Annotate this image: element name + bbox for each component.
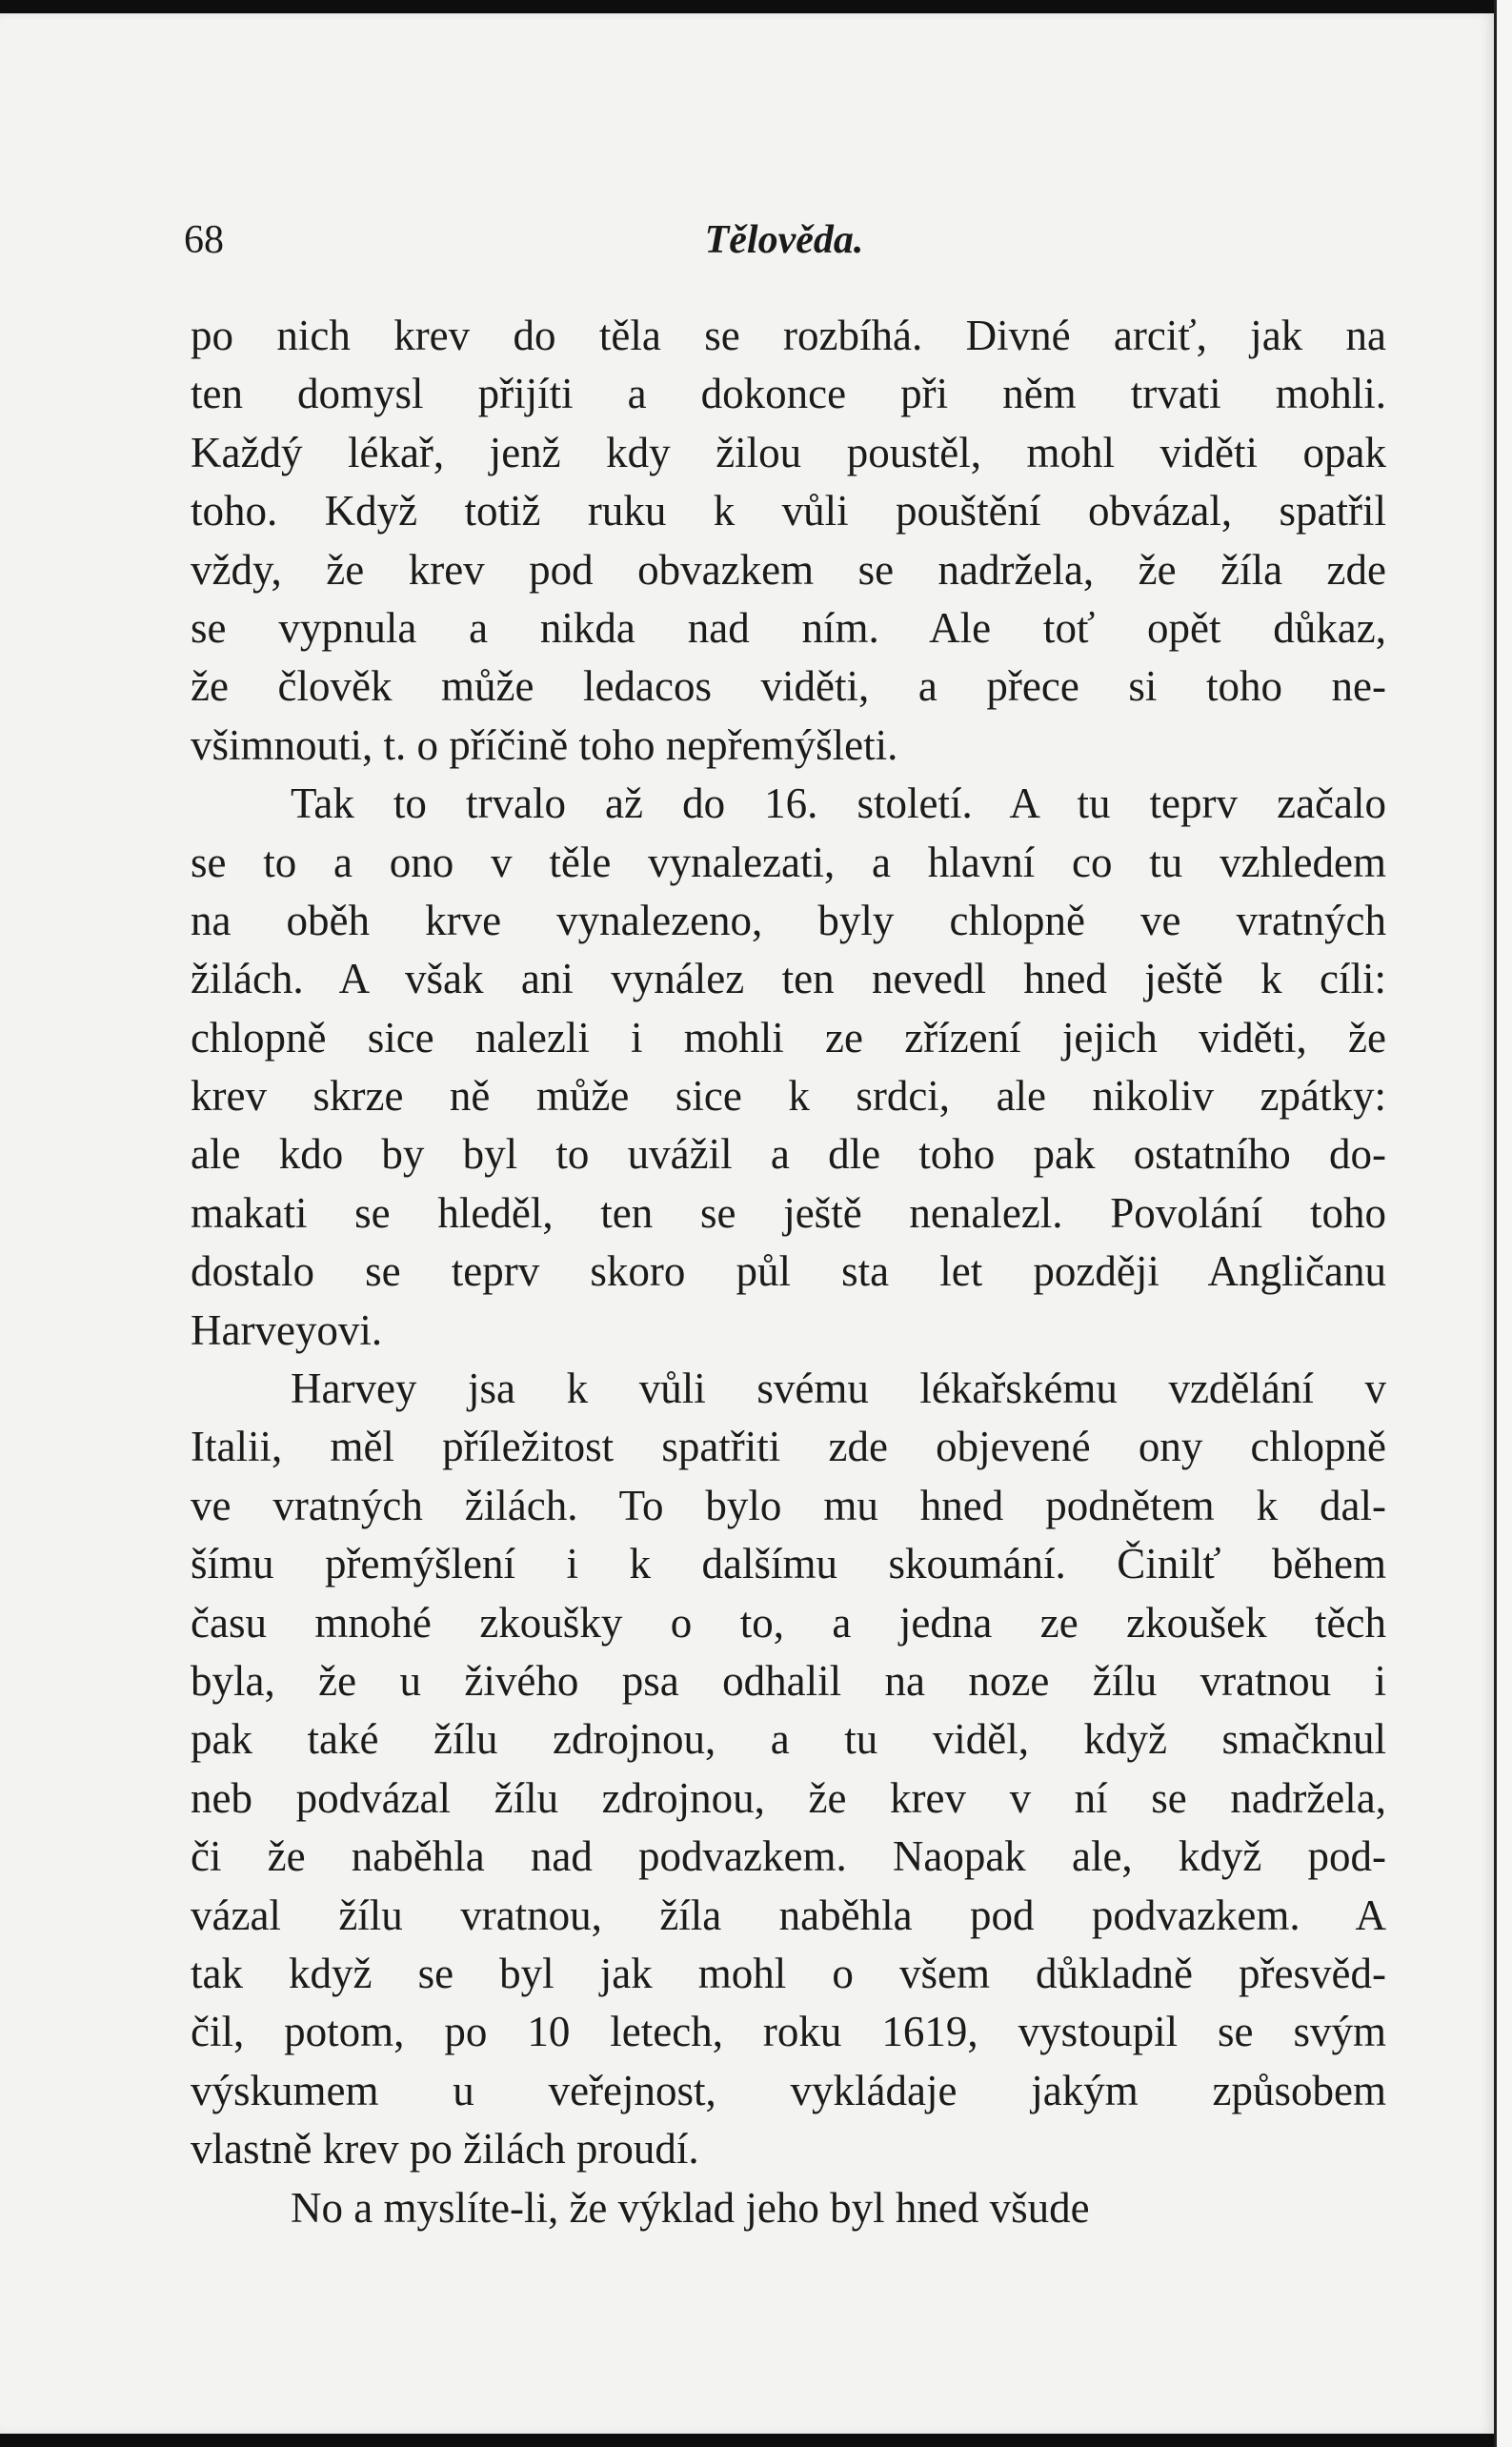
text-line: šímu přemýšlení i k dalšímu skoumání. Činilť během — [191, 1540, 1386, 1588]
text-line: Tak to trvalo až do 16. století. A tu teprv začalo — [291, 779, 1386, 828]
text-line: výskumem u veřejnost, vykládaje jakým způsobem — [191, 2066, 1386, 2114]
text-line: se vypnula a nikda nad ním. Ale toť opět důkaz, — [191, 603, 1386, 652]
text-line: pak také žílu zdrojnou, a tu viděl, když smačknul — [191, 1715, 1386, 1764]
paragraph — [191, 2179, 1386, 2237]
text-line: Harvey jsa k vůli svému lékařskému vzdělání v — [291, 1365, 1386, 1413]
text-line: makati se hleděl, ten se ještě nenalezl. Povolání toho — [191, 1188, 1386, 1237]
text-line: či že naběhla nad podvazkem. Naopak ale, když pod- — [191, 1832, 1386, 1881]
text-line: neb podvázal žílu zdrojnou, že krev v ní se nadržela, — [191, 1773, 1386, 1822]
text-line: se to a ono v těle vynalezati, a hlavní co tu vzhledem — [191, 838, 1386, 886]
text-line: ten domysl přijíti a dokonce při něm trvati mohli. — [191, 370, 1386, 418]
text-line: čil, potom, po 10 letech, roku 1619, vystoupil se svým — [191, 2008, 1386, 2056]
paragraph — [191, 1360, 1386, 2178]
text-line: na oběh krve vynalezeno, byly chlopně ve vratných — [191, 896, 1386, 944]
text-line: po nich krev do těla se rozbíhá. Divné arciť, jak na — [191, 312, 1386, 359]
text-line: Harveyovi. — [191, 1305, 383, 1354]
text-line: času mnohé zkoušky o to, a jedna ze zkoušek těch — [191, 1598, 1386, 1647]
text-line: všimnouti, t. o příčině toho nepřemýšleti. — [191, 720, 898, 769]
text-line: tak když se byl jak mohl o všem důkladně přesvěd- — [191, 1949, 1386, 1997]
paragraph — [191, 775, 1386, 1360]
text-line: vlastně krev po žilách proudí. — [191, 2125, 699, 2174]
page-header — [184, 217, 1384, 265]
page-number: 68 — [184, 218, 224, 262]
text-line: krev skrze ně může sice k srdci, ale nikoliv zpátky: — [191, 1072, 1386, 1121]
text-line: Italii, měl příležitost spatřiti zde objevené ony chlopně — [191, 1423, 1386, 1471]
text-line: dostalo se teprv skoro půl sta let později Angličanu — [191, 1247, 1386, 1296]
text-line: že člověk může ledacos viděti, a přece si toho ne- — [191, 662, 1386, 711]
page-edge — [1494, 0, 1512, 2447]
body-text — [191, 307, 1386, 2237]
text-line: ale kdo by byl to uvážil a dle toho pak ostatního do- — [191, 1130, 1386, 1179]
text-line: chlopně sice nalezli i mohli ze zřízení jejich viděti, že — [191, 1013, 1386, 1062]
text-line: žilách. A však ani vynález ten nevedl hned ještě k cíli: — [191, 955, 1386, 1003]
text-line: toho. Když totiž ruku k vůli pouštění obvázal, spatřil — [191, 487, 1386, 536]
text-line: No a myslíte-li, že výklad jeho byl hned všude — [291, 2183, 1090, 2232]
text-line: ve vratných žilách. To bylo mu hned podnětem k dal- — [191, 1481, 1386, 1529]
text-line: Každý lékař, jenž kdy žilou poustěl, mohl viděti opak — [191, 428, 1386, 476]
text-line: byla, že u živého psa odhalil na noze žílu vratnou i — [191, 1656, 1386, 1705]
paragraph — [191, 307, 1386, 775]
text-line: vázal žílu vratnou, žíla naběhla pod podvazkem. A — [191, 1891, 1386, 1939]
running-title: Tělověda. — [704, 218, 864, 262]
text-line: vždy, že krev pod obvazkem se nadržela, že žíla zde — [191, 545, 1386, 594]
